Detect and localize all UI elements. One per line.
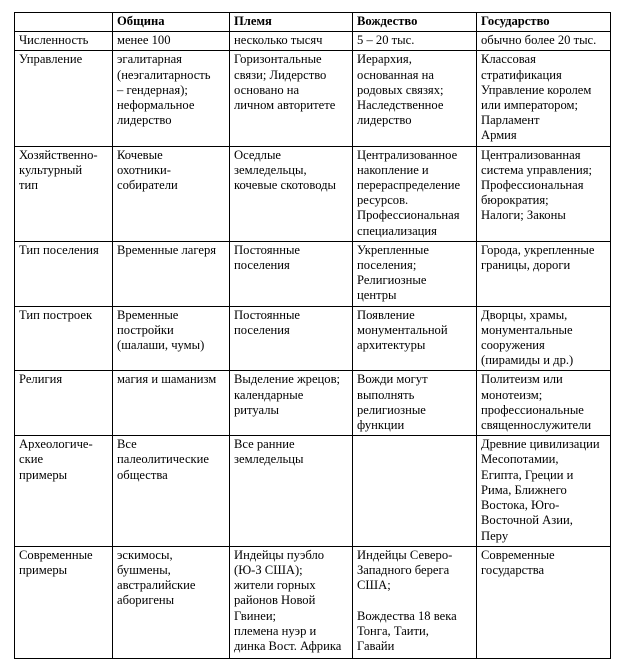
cell-line: Постоянные	[234, 307, 301, 322]
cell-line: Восточной Азии,	[481, 513, 573, 528]
cell-line: границы, дороги	[481, 258, 571, 273]
cell-line: Религия	[19, 372, 63, 387]
table-cell	[477, 546, 611, 658]
row-label-cell	[15, 51, 113, 146]
table-cell	[353, 371, 477, 436]
row-label-cell	[15, 146, 113, 241]
cell-line: жители горных	[234, 578, 316, 593]
cell-line: Современные	[19, 547, 93, 562]
cell-line: ские	[19, 452, 44, 467]
cell-line: Современные	[481, 547, 555, 562]
table-cell	[113, 436, 230, 546]
cell-line: выполнять	[357, 387, 415, 402]
cell-line: профессиональные	[481, 402, 584, 417]
table-cell	[230, 306, 353, 371]
cell-line: бюрократия;	[481, 193, 549, 208]
cell-line: государства	[481, 562, 545, 577]
cell-line: Индейцы Северо-	[357, 547, 453, 562]
comparison-table	[14, 12, 611, 659]
cell-line: Гавайи	[357, 638, 395, 653]
cell-line: основано на	[234, 82, 300, 97]
cell-line: Постоянные	[234, 242, 301, 257]
cell-line: примеры	[19, 467, 68, 482]
cell-line: (шалаши, чумы)	[117, 338, 205, 353]
cell-line: Профессиональная	[481, 178, 584, 193]
cell-line: система управления;	[481, 162, 592, 177]
table-row	[15, 51, 611, 146]
cell-line: Наследственное	[357, 98, 444, 113]
cell-line: связи; Лидерство	[234, 67, 327, 82]
cell-line: Индейцы пуэбло	[234, 547, 325, 562]
cell-line: Западного берега	[357, 562, 450, 577]
table-row	[15, 146, 611, 241]
cell-line: монументальной	[357, 322, 448, 337]
cell-line: монументальные	[481, 322, 573, 337]
cell-line: монотеизм;	[481, 387, 543, 402]
cell-line	[357, 593, 472, 608]
cell-line: Классовая	[481, 52, 536, 67]
cell-line: Численность	[19, 33, 89, 48]
table-row	[15, 371, 611, 436]
cell-line: Рима, Ближнего	[481, 482, 567, 497]
cell-line: Города, укрепленные	[481, 242, 595, 257]
cell-line: Дворцы, храмы,	[481, 307, 568, 322]
cell-line: Армия	[481, 128, 517, 143]
cell-line: функции	[357, 418, 405, 433]
cell-line: Востока, Юго-	[481, 498, 560, 513]
table-cell	[113, 371, 230, 436]
table-cell	[113, 306, 230, 371]
cell-line: культурный	[19, 162, 83, 177]
table-cell	[230, 51, 353, 146]
header-cell-state: Государство	[477, 13, 611, 32]
cell-line: эскимосы,	[117, 547, 173, 562]
cell-line: стратификация	[481, 67, 562, 82]
cell-line: общества	[117, 467, 168, 482]
cell-line: специализация	[357, 223, 437, 238]
cell-line: земледельцы,	[234, 162, 307, 177]
cell-line: районов Новой	[234, 593, 316, 608]
row-label-cell	[15, 306, 113, 371]
cell-line: 5 – 20 тыс.	[357, 33, 415, 48]
table-row	[15, 306, 611, 371]
cell-line: Временные лагеря	[117, 242, 217, 257]
cell-line: календарные	[234, 387, 304, 402]
header-cell-community: Община	[113, 13, 230, 32]
table-cell	[477, 51, 611, 146]
cell-line: Перу	[481, 528, 509, 543]
cell-line: основанная на	[357, 67, 434, 82]
cell-line: Оседлые	[234, 147, 282, 162]
cell-line: Кочевые	[117, 147, 163, 162]
cell-line: постройки	[117, 322, 174, 337]
table-cell	[477, 371, 611, 436]
table-cell	[113, 546, 230, 658]
cell-line: ритуалы	[234, 402, 279, 417]
cell-line: Централизованное	[357, 147, 458, 162]
cell-line: Временные	[117, 307, 179, 322]
cell-line: (неэгалитарность	[117, 67, 211, 82]
row-label-cell	[15, 32, 113, 51]
row-label-cell	[15, 241, 113, 306]
cell-line: Управление	[19, 52, 83, 67]
cell-line: примеры	[19, 562, 68, 577]
cell-line: неформальное	[117, 98, 195, 113]
cell-line: поселения;	[357, 258, 417, 273]
cell-line: эгалитарная	[117, 52, 182, 67]
cell-line: (Ю-З США);	[234, 562, 303, 577]
cell-line: Религиозные	[357, 273, 427, 288]
cell-line: Все ранние	[234, 437, 295, 452]
header-cell-chiefdom: Вождество	[353, 13, 477, 32]
header-cell-corner	[15, 13, 113, 32]
header-row	[15, 13, 611, 32]
table-cell	[113, 146, 230, 241]
cell-line: сооружения	[481, 338, 545, 353]
document-page	[14, 12, 611, 659]
cell-line: Горизонтальные	[234, 52, 322, 67]
cell-line: Управление королем	[481, 82, 592, 97]
cell-line: Археологиче-	[19, 437, 93, 452]
cell-line: племена нуэр и	[234, 623, 317, 638]
cell-line: поселения	[234, 258, 290, 273]
cell-line: Тип построек	[19, 307, 93, 322]
table-row	[15, 436, 611, 546]
cell-line: ресурсов.	[357, 193, 409, 208]
cell-line: магия и шаманизм	[117, 372, 217, 387]
table-cell	[353, 32, 477, 51]
table-row	[15, 241, 611, 306]
cell-line: (пирамиды и др.)	[481, 353, 574, 368]
cell-line: Укрепленные	[357, 242, 429, 257]
row-label-cell	[15, 371, 113, 436]
cell-line: или императором;	[481, 98, 578, 113]
cell-line: Хозяйственно-	[19, 147, 98, 162]
cell-line: динка Вост. Африка	[234, 638, 342, 653]
cell-line: Месопотамии,	[481, 452, 559, 467]
table-cell	[113, 51, 230, 146]
table-cell	[477, 436, 611, 546]
cell-line: Иерархия,	[357, 52, 412, 67]
cell-line: менее 100	[117, 33, 171, 48]
cell-line: священнослужители	[481, 418, 592, 433]
cell-line: Древние цивилизации	[481, 437, 600, 452]
cell-line: Вожди могут	[357, 372, 428, 387]
table-cell	[353, 306, 477, 371]
cell-line: земледельцы	[234, 452, 304, 467]
table-cell	[477, 146, 611, 241]
cell-line: Тонга, Таити,	[357, 623, 429, 638]
table-cell	[113, 241, 230, 306]
cell-line: родовых связях;	[357, 82, 444, 97]
table-row	[15, 546, 611, 658]
cell-line: центры	[357, 288, 397, 303]
cell-line: лидерство	[117, 113, 172, 128]
cell-line: Профессиональная	[357, 208, 460, 223]
cell-line: Налоги; Законы	[481, 208, 566, 223]
table-cell	[353, 546, 477, 658]
cell-line: охотники-	[117, 162, 171, 177]
table-cell	[353, 241, 477, 306]
cell-line: – гендерная);	[117, 82, 188, 97]
header-cell-tribe: Племя	[230, 13, 353, 32]
cell-line: Все	[117, 437, 137, 452]
table-cell	[477, 306, 611, 371]
row-label-cell	[15, 436, 113, 546]
table-cell	[477, 32, 611, 51]
table-row	[15, 32, 611, 51]
cell-line: Египта, Греции и	[481, 467, 574, 482]
cell-line: несколько тысяч	[234, 33, 323, 48]
cell-line: австралийские	[117, 578, 196, 593]
cell-line: Появление	[357, 307, 415, 322]
cell-line: бушмены,	[117, 562, 171, 577]
cell-line: личном авторитете	[234, 98, 336, 113]
table-body	[15, 32, 611, 659]
cell-line: аборигены	[117, 593, 175, 608]
cell-line: обычно более 20 тыс.	[481, 33, 597, 48]
cell-line: Гвинеи;	[234, 608, 277, 623]
cell-line: собиратели	[117, 178, 178, 193]
cell-line: кочевые скотоводы	[234, 178, 337, 193]
cell-line: Тип поселения	[19, 242, 99, 257]
cell-line: религиозные	[357, 402, 426, 417]
cell-line: палеолитические	[117, 452, 209, 467]
table-cell	[230, 371, 353, 436]
cell-line: Вождества 18 века	[357, 608, 457, 623]
table-cell	[230, 546, 353, 658]
cell-line: лидерство	[357, 113, 412, 128]
table-cell	[230, 32, 353, 51]
cell-line: тип	[19, 178, 38, 193]
cell-line: Выделение жрецов;	[234, 372, 341, 387]
table-cell	[230, 241, 353, 306]
table-cell	[353, 51, 477, 146]
table-cell	[230, 146, 353, 241]
table-cell	[353, 436, 477, 546]
cell-line: Политеизм или	[481, 372, 563, 387]
cell-line: США;	[357, 578, 391, 593]
cell-line: накопление и	[357, 162, 429, 177]
cell-line: поселения	[234, 322, 290, 337]
table-cell	[477, 241, 611, 306]
table-cell	[353, 146, 477, 241]
cell-line: Парламент	[481, 113, 540, 128]
cell-line: архитектуры	[357, 338, 426, 353]
table-cell	[113, 32, 230, 51]
cell-line: Централизованная	[481, 147, 581, 162]
table-cell	[230, 436, 353, 546]
cell-line: перераспределение	[357, 178, 461, 193]
row-label-cell	[15, 546, 113, 658]
